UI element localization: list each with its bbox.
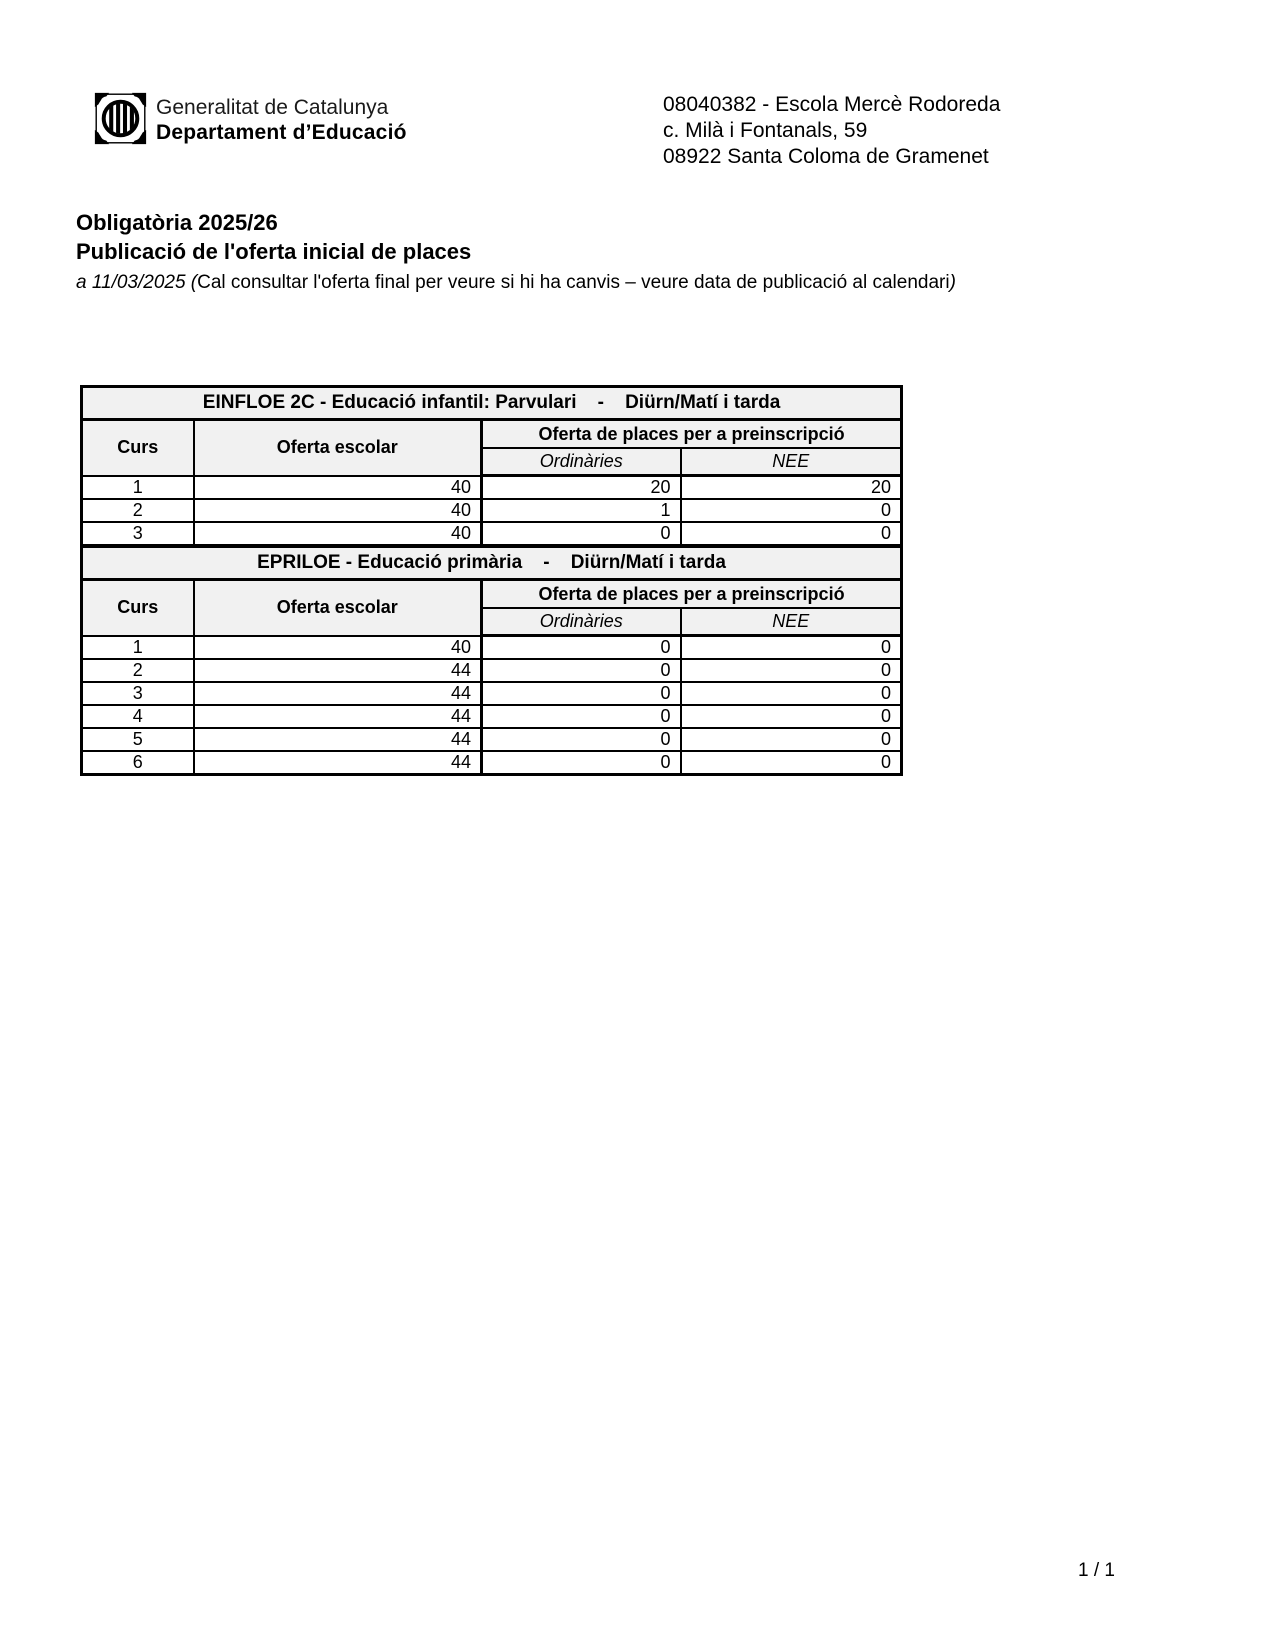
cell-nee: 0	[681, 751, 902, 775]
cell-ordinaries: 1	[482, 499, 681, 522]
cell-oferta-escolar: 40	[194, 476, 482, 500]
table-row	[82, 636, 902, 660]
cell-ordinaries: 0	[482, 636, 681, 660]
org-name-line2: Departament d’Educació	[156, 121, 407, 144]
column-header-nee: NEE	[681, 448, 902, 476]
cell-curs: 6	[82, 751, 194, 775]
org-name-line1: Generalitat de Catalunya	[156, 96, 389, 119]
school-street: c. Milà i Fontanals, 59	[663, 119, 868, 142]
table-row	[82, 476, 902, 500]
page-number: 1 / 1	[1078, 1560, 1115, 1581]
subtitle-date: a 11/03/2025 (	[76, 272, 198, 293]
cell-oferta-escolar: 44	[194, 659, 482, 682]
cell-nee: 0	[681, 659, 902, 682]
cell-curs: 3	[82, 522, 194, 546]
table-row	[82, 705, 902, 728]
cell-ordinaries: 0	[482, 728, 681, 751]
subtitle-note: Cal consultar l'oferta final per veure si hi ha canvis – veure data de publicació al calendari	[197, 272, 950, 293]
column-header-curs: Curs	[82, 420, 194, 476]
cell-curs: 1	[82, 636, 194, 660]
cell-oferta-escolar: 40	[194, 522, 482, 546]
table-row	[82, 499, 902, 522]
cell-curs: 1	[82, 476, 194, 500]
cell-ordinaries: 0	[482, 522, 681, 546]
cell-curs: 5	[82, 728, 194, 751]
table-row	[82, 682, 902, 705]
letterhead	[94, 92, 407, 145]
cell-curs: 4	[82, 705, 194, 728]
school-city: 08922 Santa Coloma de Gramenet	[663, 145, 989, 168]
table-row	[82, 522, 902, 546]
column-header-nee: NEE	[681, 608, 902, 636]
column-header-oferta-escolar: Oferta escolar	[194, 420, 482, 476]
cell-curs: 2	[82, 659, 194, 682]
cell-oferta-escolar: 40	[194, 636, 482, 660]
table-educacio-primaria	[80, 545, 903, 776]
column-header-group-preinscripcio: Oferta de places per a preinscripció	[482, 420, 902, 449]
column-header-oferta-escolar: Oferta escolar	[194, 580, 482, 636]
cell-curs: 2	[82, 499, 194, 522]
cell-nee: 0	[681, 522, 902, 546]
table-row	[82, 751, 902, 775]
table-title: EPRILOE - Educació primària - Diürn/Matí i tarda	[82, 547, 902, 580]
cell-ordinaries: 0	[482, 751, 681, 775]
cell-ordinaries: 0	[482, 705, 681, 728]
cell-oferta-escolar: 40	[194, 499, 482, 522]
subtitle-close-paren: )	[949, 272, 956, 293]
cell-ordinaries: 0	[482, 659, 681, 682]
doc-subtitle	[76, 271, 956, 295]
cell-ordinaries: 20	[482, 476, 681, 500]
cell-nee: 0	[681, 728, 902, 751]
org-name-block	[156, 92, 407, 145]
column-header-curs: Curs	[82, 580, 194, 636]
table-row	[82, 728, 902, 751]
doc-title-line2: Publicació de l'oferta inicial de places	[76, 239, 472, 264]
column-header-ordinaries: Ordinàries	[482, 448, 681, 476]
column-header-group-preinscripcio: Oferta de places per a preinscripció	[482, 580, 902, 609]
doc-title-line1: Obligatòria 2025/26	[76, 210, 278, 235]
school-code-name: 08040382 - Escola Mercè Rodoreda	[663, 93, 1001, 116]
cell-curs: 3	[82, 682, 194, 705]
cell-nee: 0	[681, 705, 902, 728]
table-title: EINFLOE 2C - Educació infantil: Parvulari - Diürn/Matí i tarda	[82, 387, 902, 420]
cell-oferta-escolar: 44	[194, 705, 482, 728]
table-educacio-infantil	[80, 385, 903, 547]
cell-nee: 20	[681, 476, 902, 500]
document-titles	[76, 208, 956, 295]
cell-nee: 0	[681, 636, 902, 660]
cell-oferta-escolar: 44	[194, 728, 482, 751]
cell-nee: 0	[681, 499, 902, 522]
cell-oferta-escolar: 44	[194, 751, 482, 775]
table-row	[82, 659, 902, 682]
column-header-ordinaries: Ordinàries	[482, 608, 681, 636]
cell-oferta-escolar: 44	[194, 682, 482, 705]
cell-ordinaries: 0	[482, 682, 681, 705]
school-address-block	[663, 92, 1000, 170]
cell-nee: 0	[681, 682, 902, 705]
generalitat-coat-of-arms-icon	[94, 92, 147, 145]
